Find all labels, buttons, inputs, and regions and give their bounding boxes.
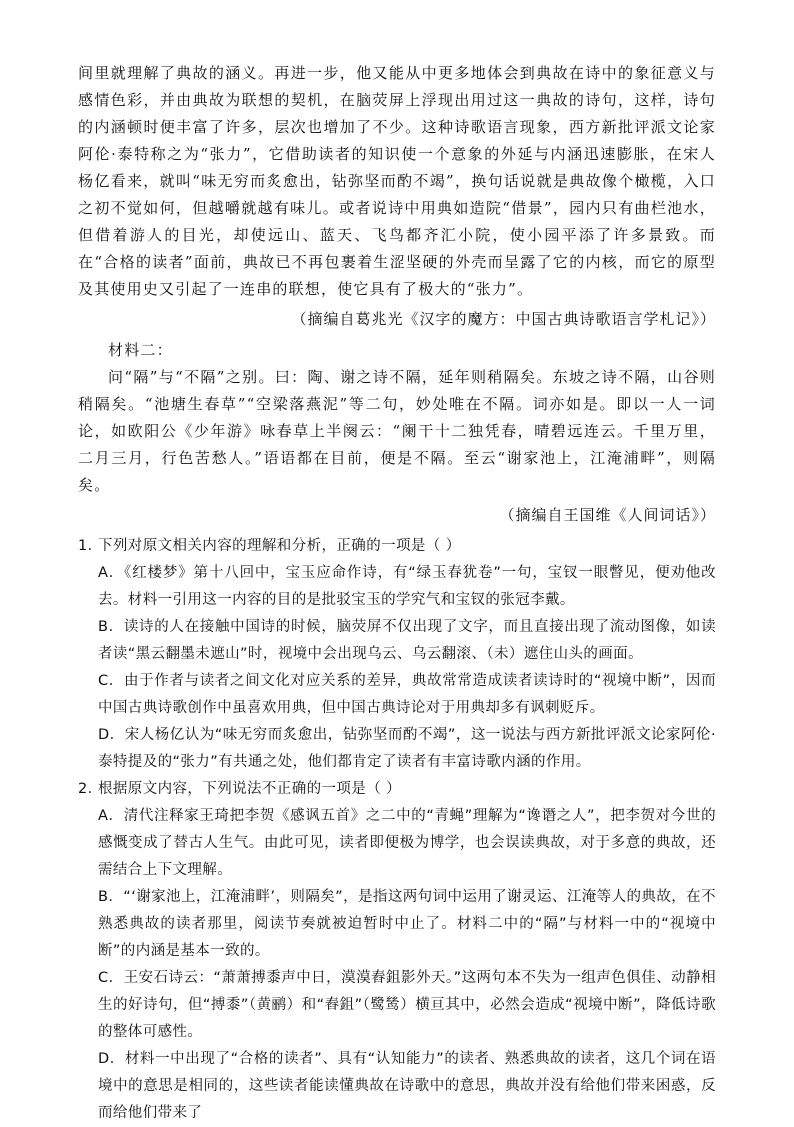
- option-label: A．: [98, 808, 124, 824]
- option-text: 读诗的人在接触中国诗的时候，脑荧屏不仅出现了文字，而且直接出现了流动图像，如读者读“黑云翻墨未遮山”时，视境中会出现乌云、乌云翻滚、（未）遮住山头的画面。: [98, 619, 716, 662]
- option-c[interactable]: [98, 668, 716, 722]
- option-d[interactable]: [98, 722, 716, 776]
- question-text: 下列对原文相关内容的理解和分析，正确的一项是（ ）: [98, 538, 461, 554]
- question-2: [78, 776, 716, 1127]
- material1-source: （摘编自葛兆光《汉字的魔方：中国古典诗歌语言学札记》）: [291, 310, 716, 328]
- option-text: 由于作者与读者之间文化对应关系的差异，典故常常造成读者读诗时的“视境中断”，因而中国古典诗歌创作中虽喜欢用典，但中国古典诗论对于用典却多有讽刺贬斥。: [98, 673, 716, 716]
- option-a[interactable]: [98, 803, 716, 884]
- option-text: 宋人杨亿认为“味无穷而炙愈出，钻弥坚而酌不竭”，这一说法与西方新批评派文论家阿伦·泰特提及的“张力”有共通之处，他们都肯定了读者有丰富诗歌内涵的作用。: [98, 727, 717, 770]
- option-b[interactable]: [98, 614, 716, 668]
- question-1: [78, 533, 716, 776]
- question-text: 根据原文内容，下列说法不正确的一项是（ ）: [98, 781, 402, 797]
- material2-label: 材料二：: [108, 341, 173, 359]
- option-label: C．: [98, 673, 124, 689]
- question-number: 1．: [78, 538, 103, 554]
- option-label: D．: [98, 1051, 125, 1067]
- question-number: 2．: [78, 781, 103, 797]
- option-a[interactable]: [98, 560, 716, 614]
- question-stem: [78, 533, 716, 560]
- option-d[interactable]: [98, 1046, 716, 1127]
- option-b[interactable]: [98, 884, 716, 965]
- option-label: B．: [98, 889, 124, 905]
- option-text: “‘谢家池上，江淹浦畔’，则隔矣”，是指这两句词中运用了谢灵运、江淹等人的典故，在不熟悉典故的读者那里，阅读节奏就被迫暂时中止了。材料二中的“隔”与材料一中的“视境中断”的内涵是基本一致的。: [98, 889, 716, 959]
- option-label: D．: [98, 727, 125, 743]
- option-label: B．: [98, 619, 124, 635]
- option-text: 《红楼梦》第十八回中，宝玉应命作诗，有“绿玉春犹卷”一句，宝钗一眼瞥见，便劝他改去。材料一引用这一内容的目的是批驳宝玉的学究气和宝钗的张冠李戴。: [98, 565, 716, 608]
- material2-paragraph: 问“隔”与“不隔”之别。曰：陶、谢之诗不隔，延年则稍隔矣。东坡之诗不隔，山谷则稍隔矣。“池塘生春草”“空梁落燕泥”等二句，妙处唯在不隔。词亦如是。即以一人一词论，如欧阳公《少年游》咏春草上半阕云：“阑干十二独凭春，晴碧远连云。千里万里，二月三月，行色苦愁人。”语语都在目前，便是不隔。至云“谢家池上，江淹浦畔”，则隔矣。: [78, 368, 716, 494]
- option-c[interactable]: [98, 965, 716, 1046]
- option-text: 清代注释家王琦把李贺《感讽五首》之二中的“青蝇”理解为“谗谮之人”，把李贺对今世的感慨变成了替古人生气。由此可见，读者即便极为博学，也会误读典故，对于多意的典故，还需结合上下文理解。: [98, 808, 716, 878]
- material1-paragraph: 间里就理解了典故的涵义。再进一步，他又能从中更多地体会到典故在诗中的象征意义与感情色彩，并由典故为联想的契机，在脑荧屏上浮现出用过这一典故的诗句，这样，诗句的内涵顿时便丰富了许多，层次也增加了不少。这种诗歌语言现象，西方新批评派文论家阿伦·泰特称之为“张力”，它借助读者的知识使一个意象的外延与内涵迅速膨胀，在宋人杨亿看来，就叫“味无穷而炙愈出，钻弥坚而酌不竭”，换句话说就是典故像个橄榄，入口之初不觉如何，但越嚼就越有味儿。或者说诗中用典如造院“借景”，园内只有曲栏池水，但借着游人的目光，却使远山、蓝天、飞鸟都齐汇小院，使小园平添了许多景致。而在“合格的读者”面前，典故已不再包裹着生涩坚硬的外壳而呈露了它的内核，而它的原型及其使用史又引起了一连串的联想，使它具有了极大的“张力”。: [78, 64, 716, 298]
- option-text: 王安石诗云：“萧萧搏黍声中日，漠漠舂鉏影外天。”这两句本不失为一组声色俱佳、动静相生的好诗句，但“搏黍”（黄鹂）和“舂鉏”（鹭鸶）横亘其中，必然会造成“视境中断”，降低诗歌的整体可感性。: [98, 970, 716, 1040]
- option-text: 材料一中出现了“合格的读者”、具有“认知能力”的读者、熟悉典故的读者，这几个词在语境中的意思是相同的，这些读者能读懂典故在诗歌中的意思，典故并没有给他们带来困惑，反而给他们带来了: [98, 1051, 716, 1121]
- question-stem: [78, 776, 716, 803]
- material2-source: （摘编自王国维《人间词话》）: [499, 506, 716, 524]
- option-label: A．: [98, 565, 125, 581]
- option-label: C．: [98, 970, 124, 986]
